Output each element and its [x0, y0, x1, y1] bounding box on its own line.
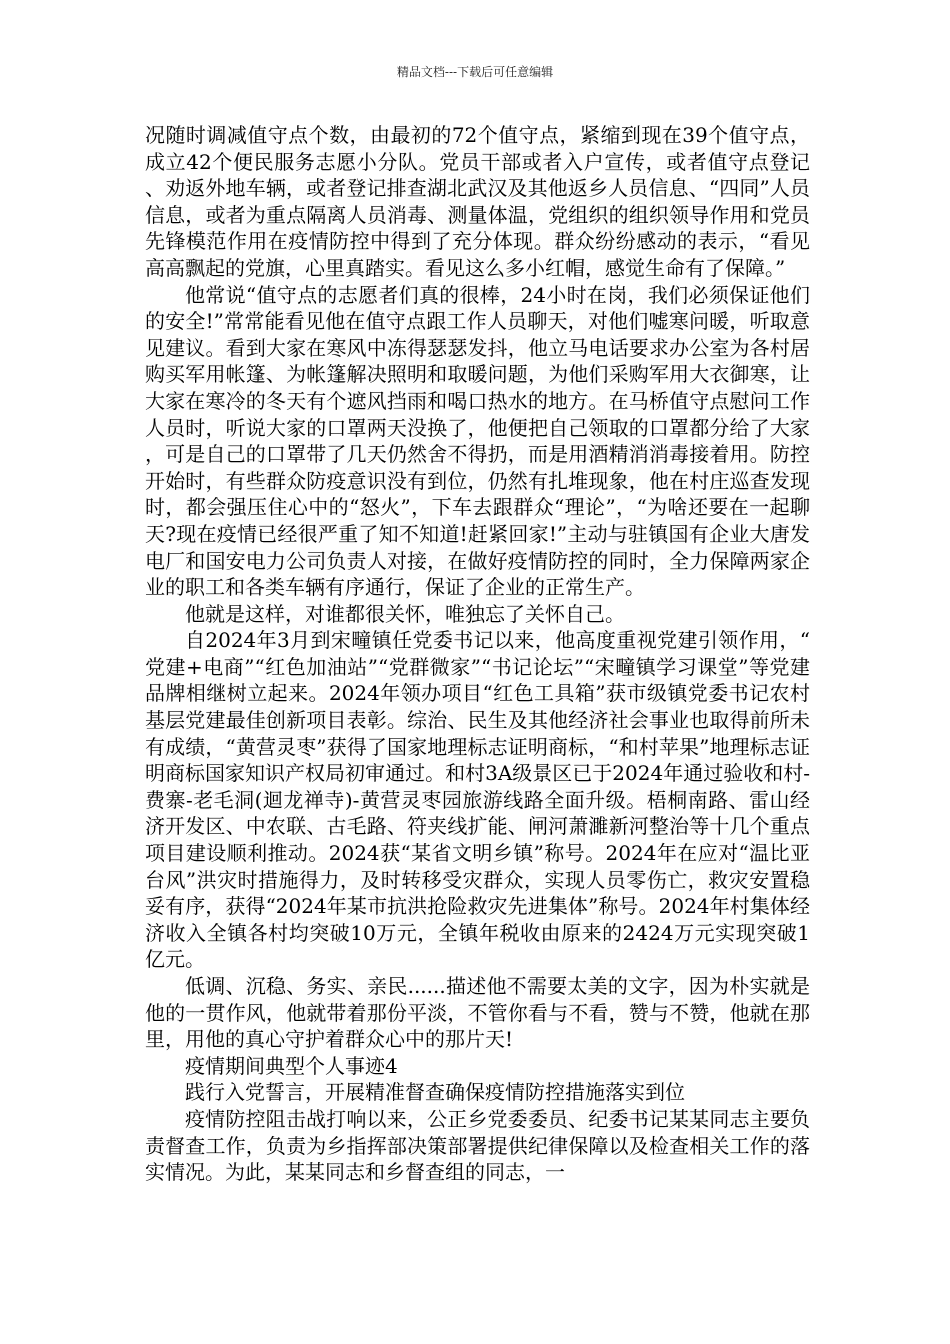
header-text: 精品文档---下载后可任意编辑	[396, 65, 554, 79]
paragraph: 低调、沉稳、务实、亲民......描述他不需要太美的文字，因为朴实就是他的一贯作风，他就带着那份平淡，不管你看与不看，赞与不赞，他就在那里，用他的真心守护着群众心中的那片天!	[145, 974, 810, 1052]
paragraph: 他常说“值守点的志愿者们真的很棒，24小时在岗，我们必须保证他们的安全!”常常能看见他在值守点跟工作人员聊天，对他们嘘寒问暖，听取意见建议。看到大家在寒风中冻得瑟瑟发抖，他立马电话要求办公室为各村居购买军用帐篷、为帐篷解决照明和取暖问题，为他们采购军用大衣御寒，让大家在寒冷的冬天有个遮风挡雨和喝口热水的地方。在马桥值守点慰问工作人员时，听说大家的口罩两天没换了，他便把自己领取的口罩都分给了大家，可是自己的口罩带了几天仍然舍不得扔，而是用酒精消消毒接着用。防控开始时，有些群众防疫意识没有到位，仍然有扎堆现象，他在村庄巡查发现时，都会强压住心中的“怒火”，下车去跟群众“理论”，“为啥还要在一起聊天?现在疫情已经很严重了知不知道!赶紧回家!”主动与驻镇国有企业大唐发电厂和国安电力公司负责人对接，在做好疫情防控的同时，全力保障两家企业的职工和各类车辆有序通行，保证了企业的正常生产。	[145, 282, 810, 600]
page-header	[0, 64, 950, 80]
paragraph: 自2024年3月到宋疃镇任党委书记以来，他高度重视党建引领作用，“党建+电商”“红色加油站”“党群微家”“书记论坛”“宋疃镇学习课堂”等党建品牌相继树立起来。2024年领办项目“红色工具箱”获市级镇党委书记农村基层党建最佳创新项目表彰。综治、民生及其他经济社会事业也取得前所未有成绩，“黄营灵枣”获得了国家地理标志证明商标，“和村苹果”地理标志证明商标国家知识产权局初审通过。和村3A级景区已于2024年通过验收和村-费寨-老毛洞(迴龙禅寺)-黄营灵枣园旅游线路全面升级。梧桐南路、雷山经济开发区、中农联、古毛路、符夹线扩能、闸河萧濉新河整治等十几个重点项目建设顺利推动。2024获“某省文明乡镇”称号。2024年在应对“温比亚台风”洪灾时措施得力，及时转移受灾群众，实现人员零伤亡，救灾安置稳妥有序，获得“2024年某市抗洪抢险救灾先进集体”称号。2024年村集体经济收入全镇各村均突破10万元，全镇年税收由原来的2424万元实现突破1亿元。	[145, 628, 810, 972]
paragraph: 疫情防控阻击战打响以来，公正乡党委委员、纪委书记某某同志主要负责督查工作，负责为乡指挥部决策部署提供纪律保障以及检查相关工作的落实情况。为此，某某同志和乡督查组的同志，一	[145, 1106, 810, 1185]
paragraph: 他就是这样，对谁都很关怀，唯独忘了关怀自己。	[185, 601, 625, 626]
section-subheading: 践行入党誓言，开展精准督查确保疫情防控措施落实到位	[185, 1080, 685, 1105]
document-body	[145, 122, 810, 1186]
section-heading: 疫情期间典型个人事迹4	[185, 1053, 398, 1078]
paragraph: 况随时调减值守点个数，由最初的72个值守点，紧缩到现在39个值守点，成立42个便民服务志愿小分队。党员干部或者入户宣传，或者值守点登记、劝返外地车辆，或者登记排查湖北武汉及其他返乡人员信息、“四同”人员信息，或者为重点隔离人员消毒、测量体温，党组织的组织领导作用和党员先锋模范作用在疫情防控中得到了充分体现。群众纷纷感动的表示，“看见高高飘起的党旗，心里真踏实。看见这么多小红帽，感觉生命有了保障。”	[145, 123, 810, 280]
